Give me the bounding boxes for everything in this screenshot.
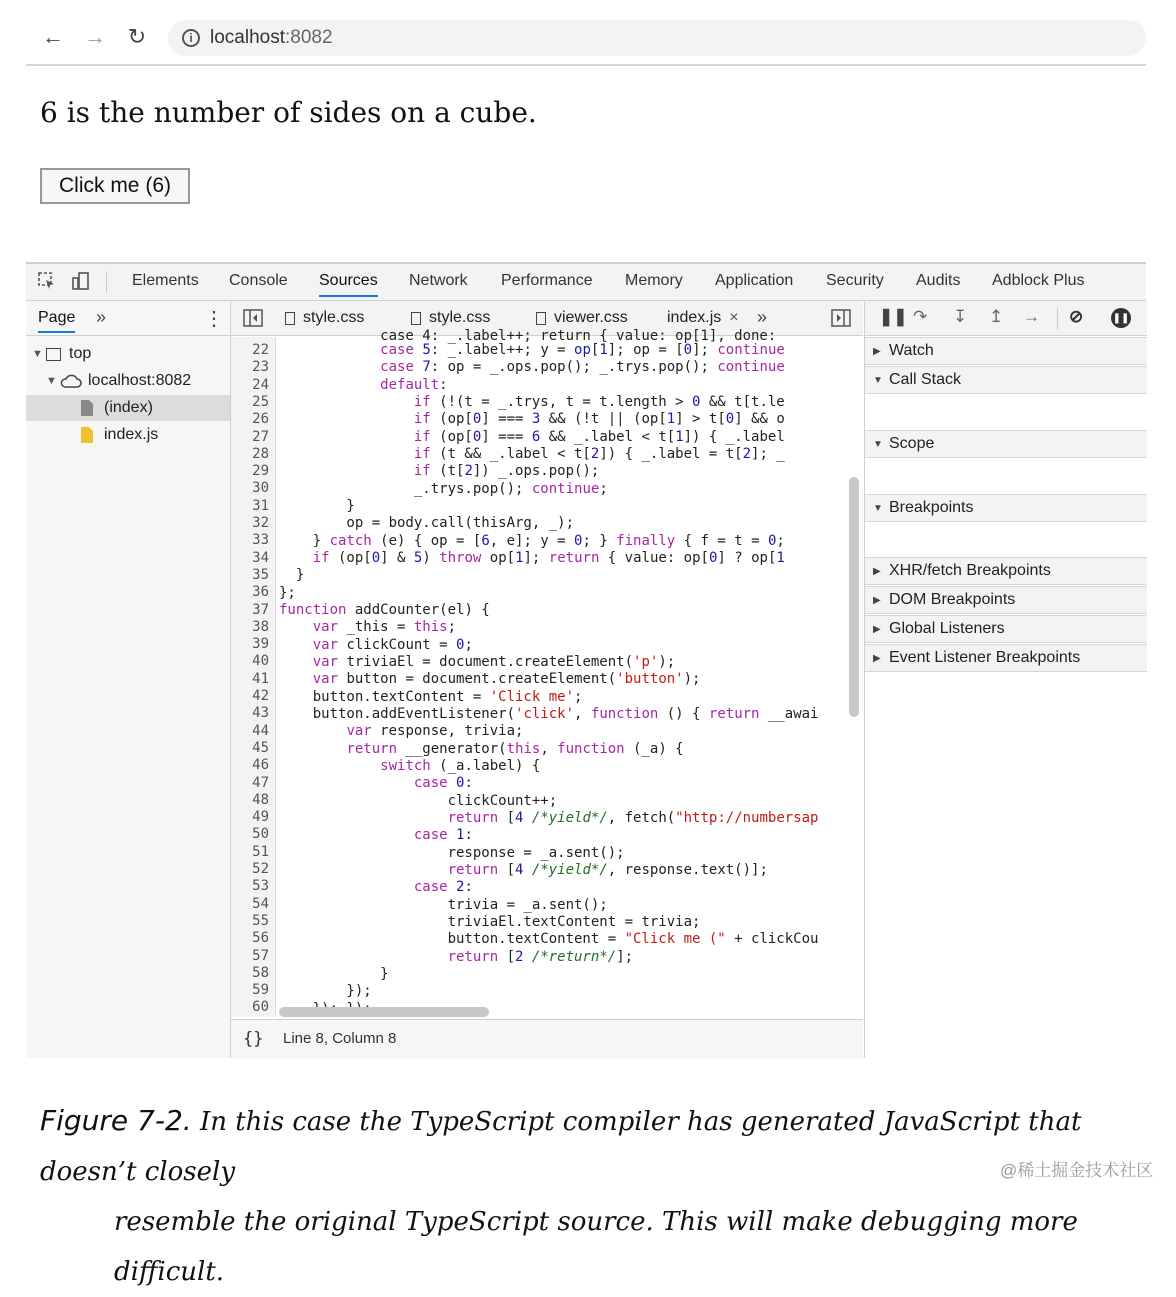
navigator-tab-page[interactable]: Page — [38, 309, 75, 333]
line-number[interactable]: 46 — [252, 757, 269, 774]
browser-toolbar — [26, 14, 1146, 66]
section-label: Event Listener Breakpoints — [889, 649, 1081, 666]
line-number[interactable]: 51 — [252, 843, 269, 860]
section-label: Global Listeners — [889, 620, 1005, 637]
caret-down-icon: ▼ — [873, 438, 883, 450]
code-line: return __generator(this, function (_a) { — [346, 741, 684, 757]
line-number[interactable]: 41 — [252, 670, 269, 687]
tab-adblock-plus[interactable]: Adblock Plus — [992, 272, 1085, 289]
line-number[interactable]: 53 — [252, 878, 269, 895]
info-icon[interactable]: i — [182, 29, 200, 47]
document-icon — [411, 312, 421, 325]
section-scope[interactable] — [865, 430, 1147, 458]
code-line: case 5: _.label++; y = op[1]; op = [0]; continue — [380, 342, 785, 358]
code-line: case 0: — [413, 775, 473, 791]
url-text[interactable]: localhost:8082 — [210, 27, 333, 48]
code-line: case 4: _.label++; return { value: op[1], done: — [279, 328, 777, 344]
address-bar[interactable] — [168, 20, 1146, 56]
tree-item-label: localhost:8082 — [88, 372, 192, 389]
tree-item-index-js[interactable] — [26, 422, 230, 448]
tree-item-localhost[interactable] — [26, 368, 250, 394]
pause-icon[interactable]: ❚❚ — [879, 307, 908, 326]
code-line: button.textContent = 'Click me'; — [279, 689, 583, 705]
line-number[interactable]: 43 — [252, 705, 269, 722]
tab-network[interactable]: Network — [409, 272, 468, 289]
code-line: triviaEl.textContent = trivia; — [279, 914, 701, 930]
section-label: Call Stack — [889, 371, 962, 388]
devtools-tabbar — [26, 264, 1146, 301]
code-line: return [2 /*return*/]; — [447, 949, 634, 965]
line-number[interactable]: 45 — [252, 739, 269, 756]
line-number-gutter — [231, 337, 276, 1017]
line-number[interactable]: 26 — [252, 411, 269, 428]
toggle-navigator-icon[interactable] — [243, 309, 263, 327]
line-number[interactable]: 31 — [252, 497, 269, 514]
tab-audits[interactable]: Audits — [916, 272, 961, 289]
step-out-icon[interactable]: ↥ — [989, 307, 1004, 326]
line-number[interactable]: 36 — [252, 584, 269, 601]
section-breakpoints[interactable] — [865, 494, 1147, 522]
code-line: case 7: op = _.ops.pop(); _.trys.pop(); continue — [380, 359, 785, 375]
code-line: return [4 /*yield*/, response.text()]; — [447, 862, 768, 878]
line-number[interactable]: 48 — [252, 791, 269, 808]
code-line: if (op[0] === 3 && (!t || (op[1] > t[0] && o — [413, 411, 785, 427]
code-line: var response, trivia; — [346, 723, 524, 739]
file-icon — [80, 399, 94, 417]
line-number[interactable]: 39 — [252, 636, 269, 653]
line-number[interactable]: 52 — [252, 861, 269, 877]
code-line: response = _a.sent(); — [279, 845, 625, 861]
line-number[interactable]: 29 — [252, 463, 269, 480]
line-number[interactable]: 44 — [252, 722, 269, 739]
sources-navigator — [26, 301, 231, 1058]
more-tabs-icon[interactable]: » — [757, 307, 768, 327]
code-line: _.trys.pop(); continue; — [279, 481, 608, 497]
line-number[interactable]: 40 — [252, 653, 269, 670]
caret-down-icon: ▼ — [873, 502, 883, 514]
section-xhr-breakpoints[interactable] — [865, 557, 1147, 585]
horizontal-scrollbar[interactable] — [279, 1007, 489, 1017]
section-watch[interactable] — [865, 337, 1147, 365]
code-line: op = body.call(thisArg, _); — [279, 515, 575, 531]
caption-line-1: In this case the TypeScript compiler has generated JavaScript that doesn’t closely — [40, 1107, 1082, 1187]
code-line: } — [279, 966, 389, 982]
editor-tab-label: index.js — [667, 309, 722, 326]
caret-right-icon: ▶ — [873, 594, 881, 606]
toolbar-divider — [1057, 308, 1058, 330]
kebab-menu-icon[interactable]: ⋮ — [204, 308, 224, 330]
tree-item-top[interactable] — [26, 341, 236, 367]
code-line: } — [279, 498, 355, 514]
line-number[interactable]: 34 — [252, 549, 269, 566]
line-number[interactable]: 38 — [252, 618, 269, 635]
tab-application[interactable]: Application — [715, 272, 794, 289]
step-over-icon[interactable]: ↷ — [913, 307, 928, 326]
code-line: }); — [279, 983, 372, 999]
code-line: if (t[2]) _.ops.pop(); — [413, 463, 600, 479]
editor-tab-viewer-css[interactable] — [536, 309, 628, 327]
line-number[interactable]: 57 — [252, 947, 269, 964]
editor-tab-index-js[interactable] — [667, 309, 739, 327]
tree-item-label: top — [69, 345, 92, 362]
code-line: clickCount++; — [279, 793, 558, 809]
line-number[interactable]: 60 — [252, 999, 269, 1016]
caret-right-icon: ▶ — [873, 623, 881, 635]
tab-performance[interactable]: Performance — [501, 272, 593, 289]
code-line: var _this = this; — [312, 619, 457, 635]
figure-caption — [40, 1096, 1150, 1297]
code-line: switch (_a.label) { — [380, 758, 541, 774]
line-number[interactable]: 22 — [252, 342, 269, 358]
line-number[interactable]: 35 — [252, 566, 269, 583]
section-global-listeners[interactable] — [865, 615, 1147, 643]
code-line: if (op[0] & 5) throw op[1]; return { value: op[0] ? op[1 — [312, 550, 785, 566]
code-line: case 2: — [413, 879, 473, 895]
line-number[interactable]: 32 — [252, 515, 269, 531]
tree-item-label: index.js — [104, 426, 159, 443]
line-number[interactable]: 54 — [252, 895, 269, 912]
toolbar-divider — [106, 271, 107, 293]
line-number[interactable]: 47 — [252, 774, 269, 791]
document-icon — [285, 312, 295, 325]
editor-tab-label: viewer.css — [554, 309, 628, 326]
frame-icon — [46, 348, 61, 361]
code-line: if (t && _.label < t[2]) { _.label = t[2]; _ — [413, 446, 785, 462]
tab-elements[interactable]: Elements — [132, 272, 199, 289]
cursor-position: Line 8, Column 8 — [283, 1030, 397, 1047]
line-number[interactable]: 30 — [252, 480, 269, 497]
code-area[interactable] — [279, 328, 845, 1017]
line-number[interactable]: 55 — [252, 912, 269, 929]
code-line: }; — [279, 585, 296, 601]
editor-tab-label: style.css — [303, 309, 365, 326]
line-number[interactable]: 56 — [252, 930, 269, 947]
code-line: var triviaEl = document.createElement('p'); — [312, 654, 676, 670]
pretty-print-icon[interactable]: {} — [243, 1029, 264, 1049]
line-number[interactable]: 58 — [252, 964, 269, 981]
figure-number: Figure 7-2. — [40, 1104, 192, 1137]
trivia-text: 6 is the number of sides on a cube. — [40, 96, 537, 129]
code-line: button.addEventListener('click', function () { return __awai — [279, 706, 819, 722]
code-line: case 1: — [413, 827, 473, 843]
code-line: var clickCount = 0; — [312, 637, 473, 653]
code-line: } — [279, 567, 305, 583]
back-icon[interactable]: ← — [42, 24, 64, 49]
vertical-scrollbar[interactable] — [849, 477, 859, 717]
section-label: Scope — [889, 435, 935, 452]
navigator-header — [26, 301, 230, 336]
caption-line-2: resemble the original TypeScript source. This will make debugging more difficult. — [114, 1207, 1078, 1287]
document-icon — [536, 312, 546, 325]
forward-icon[interactable]: → — [84, 24, 106, 49]
toggle-debugger-icon[interactable] — [831, 309, 851, 327]
device-toolbar-icon[interactable] — [70, 270, 92, 292]
section-dom-breakpoints[interactable] — [865, 586, 1147, 614]
line-number[interactable]: 59 — [252, 982, 269, 999]
tree-item-label: (index) — [104, 399, 153, 416]
line-number[interactable]: 49 — [252, 809, 269, 826]
click-me-button[interactable]: Click me (6) — [40, 168, 190, 204]
section-event-listener-breakpoints[interactable] — [865, 644, 1147, 672]
step-icon[interactable]: → — [1023, 307, 1040, 326]
close-icon[interactable]: × — [729, 309, 739, 326]
inspect-element-icon[interactable] — [36, 270, 58, 292]
caret-right-icon: ▶ — [873, 565, 881, 577]
js-file-icon — [80, 426, 94, 444]
section-label: DOM Breakpoints — [889, 591, 1016, 608]
debugger-toolbar — [865, 301, 1147, 336]
section-label: Breakpoints — [889, 499, 974, 516]
code-line: function addCounter(el) { — [279, 602, 490, 618]
tab-console[interactable]: Console — [229, 272, 288, 289]
caret-right-icon: ▶ — [873, 652, 881, 664]
code-line: } catch (e) { op = [6, e]; y = 0; } finally { f = t = 0; — [279, 533, 785, 549]
code-line: button.textContent = "Click me (" + clickCou — [279, 931, 819, 947]
debugger-sidebar — [864, 301, 1147, 1058]
tab-memory[interactable]: Memory — [625, 272, 683, 289]
section-label: XHR/fetch Breakpoints — [889, 562, 1051, 579]
cloud-icon — [60, 373, 82, 389]
line-number[interactable]: 50 — [252, 826, 269, 843]
tab-security[interactable]: Security — [826, 272, 884, 289]
deactivate-breakpoints-icon[interactable]: ⊘ — [1069, 307, 1084, 326]
code-editor — [231, 301, 863, 1058]
caret-down-icon[interactable]: ▼ — [46, 375, 57, 387]
step-into-icon[interactable]: ↧ — [953, 307, 968, 326]
editor-tab-style-css[interactable] — [285, 309, 364, 327]
tab-sources[interactable]: Sources — [319, 272, 378, 297]
section-label: Watch — [889, 342, 934, 359]
code-line: var button = document.createElement('button'); — [312, 671, 701, 687]
editor-status-bar — [231, 1019, 863, 1059]
caret-down-icon[interactable]: ▼ — [32, 348, 43, 360]
section-call-stack[interactable] — [865, 366, 1147, 394]
code-line: if (!(t = _.trys, t = t.length > 0 && t[t.le — [413, 394, 785, 410]
watermark: @稀土掘金技术社区 — [1000, 1161, 1154, 1180]
reload-icon[interactable]: ↻ — [127, 24, 147, 49]
line-number[interactable]: 37 — [252, 601, 269, 618]
code-line: return [4 /*yield*/, fetch("http://numbersap — [447, 810, 819, 826]
line-number[interactable]: 23 — [252, 359, 269, 376]
code-line: if (op[0] === 6 && _.label < t[1]) { _.label — [413, 429, 785, 445]
code-line: trivia = _a.sent(); — [279, 897, 608, 913]
devtools-panel — [26, 262, 1146, 1058]
line-number[interactable]: 24 — [252, 376, 269, 393]
code-line: default: — [380, 377, 448, 393]
line-number[interactable]: 27 — [252, 428, 269, 445]
line-number[interactable]: 42 — [252, 688, 269, 704]
line-number[interactable]: 33 — [252, 532, 269, 549]
pause-on-exceptions-icon[interactable]: ❚❚ — [1111, 308, 1131, 328]
tree-item-index[interactable] — [26, 395, 230, 421]
editor-tab-style-css-2[interactable] — [411, 309, 490, 327]
more-tabs-icon[interactable]: » — [96, 307, 107, 327]
line-number[interactable]: 28 — [252, 445, 269, 462]
caret-down-icon: ▼ — [873, 374, 883, 386]
line-number[interactable]: 25 — [252, 393, 269, 410]
caret-right-icon: ▶ — [873, 345, 881, 357]
editor-tab-label: style.css — [429, 309, 491, 326]
